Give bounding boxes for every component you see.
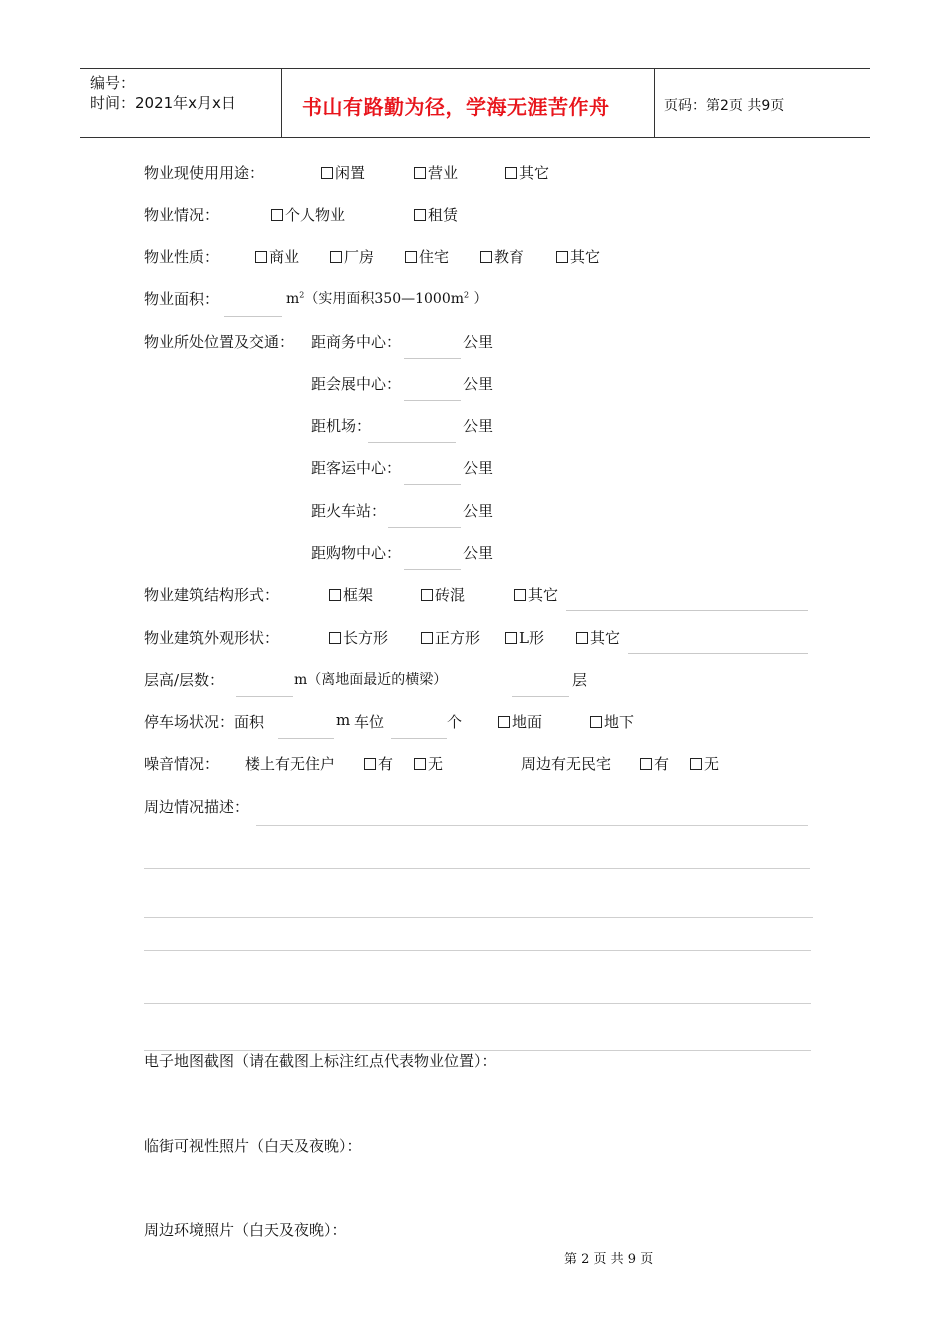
checkbox[interactable] — [498, 716, 510, 728]
km-unit: 公里 — [463, 544, 494, 562]
noise-residence-no[interactable]: 无 — [690, 753, 719, 774]
nature-option-other[interactable]: 其它 — [556, 246, 600, 267]
km-unit: 公里 — [463, 375, 494, 393]
map-screenshot-label: 电子地图截图（请在截图上标注红点代表物业位置）： — [144, 1052, 497, 1070]
distance-shopping-input[interactable] — [404, 569, 461, 570]
surroundings-input-line[interactable] — [144, 950, 811, 951]
checkbox[interactable] — [640, 758, 652, 770]
checkbox[interactable] — [271, 209, 283, 221]
status-label: 物业情况： — [144, 206, 220, 224]
distance-airport-input[interactable] — [368, 442, 456, 443]
checkbox[interactable] — [505, 632, 517, 644]
surroundings-label: 周边情况描述： — [144, 798, 250, 816]
nature-option-factory[interactable]: 厂房 — [330, 246, 374, 267]
noise-upstairs-yes[interactable]: 有 — [364, 753, 393, 774]
nature-option-education[interactable]: 教育 — [480, 246, 524, 267]
noise-upstairs-no[interactable]: 无 — [414, 753, 443, 774]
checkbox[interactable] — [329, 632, 341, 644]
structure-other-input[interactable] — [566, 610, 808, 611]
noise-label: 噪音情况： — [144, 755, 220, 773]
usage-option-other[interactable]: 其它 — [505, 162, 549, 183]
shape-label: 物业建筑外观形状： — [144, 629, 280, 647]
parking-area-input[interactable] — [278, 738, 334, 739]
parking-spaces-label: 车位 — [354, 713, 385, 731]
shape-option-rectangle[interactable]: 长方形 — [329, 627, 388, 648]
parking-option-underground[interactable]: 地下 — [590, 711, 634, 732]
distance-shopping-label: 距购物中心： — [311, 544, 402, 562]
structure-option-frame[interactable]: 框架 — [329, 584, 373, 605]
checkbox[interactable] — [321, 167, 333, 179]
surroundings-input-line[interactable] — [256, 825, 808, 826]
nature-option-residential[interactable]: 住宅 — [405, 246, 449, 267]
area-input[interactable] — [224, 316, 282, 317]
distance-coach-input[interactable] — [404, 484, 461, 485]
noise-residence-question: 周边有无民宅 — [521, 755, 612, 773]
km-unit: 公里 — [463, 459, 494, 477]
header-page-info: 页码：第2页 共9页 — [664, 98, 785, 114]
checkbox[interactable] — [329, 589, 341, 601]
page-footer: 第 2 页 共 9 页 — [564, 1252, 654, 1267]
distance-coach-label: 距客运中心： — [311, 459, 402, 477]
nature-option-commercial[interactable]: 商业 — [255, 246, 299, 267]
header-divider — [281, 69, 282, 137]
checkbox[interactable] — [480, 251, 492, 263]
surroundings-input-line[interactable] — [144, 917, 813, 918]
area-unit-note: $m^2$（实用面积$350—1000m^2$ ） — [286, 290, 488, 307]
floor-height-note: m（离地面最近的横梁） — [294, 672, 448, 688]
shape-other-input[interactable] — [628, 653, 808, 654]
floor-unit: 层 — [572, 671, 588, 689]
structure-option-other[interactable]: 其它 — [514, 584, 558, 605]
area-label: 物业面积： — [144, 290, 220, 308]
usage-label: 物业现使用用途： — [144, 164, 265, 182]
checkbox[interactable] — [414, 167, 426, 179]
parking-spaces-unit: 个 — [447, 713, 463, 731]
surroundings-input-line[interactable] — [144, 868, 810, 869]
checkbox[interactable] — [514, 589, 526, 601]
checkbox[interactable] — [505, 167, 517, 179]
floors-label: 层高/层数： — [144, 671, 225, 689]
km-unit: 公里 — [463, 417, 494, 435]
shape-option-square[interactable]: 正方形 — [421, 627, 480, 648]
km-unit: 公里 — [463, 502, 494, 520]
checkbox[interactable] — [590, 716, 602, 728]
checkbox[interactable] — [405, 251, 417, 263]
parking-area-unit: m — [336, 711, 351, 729]
floor-height-input[interactable] — [236, 696, 293, 697]
distance-airport-label: 距机场： — [311, 417, 372, 435]
nature-label: 物业性质： — [144, 248, 220, 266]
environment-photo-label: 周边环境照片（白天及夜晚）： — [144, 1221, 347, 1239]
checkbox[interactable] — [690, 758, 702, 770]
street-photo-label: 临街可视性照片（白天及夜晚）： — [144, 1137, 362, 1155]
distance-train-label: 距火车站： — [311, 502, 387, 520]
location-label: 物业所处位置及交通： — [144, 333, 295, 351]
status-option-lease[interactable]: 租赁 — [414, 204, 458, 225]
floor-count-input[interactable] — [512, 696, 569, 697]
noise-residence-yes[interactable]: 有 — [640, 753, 669, 774]
checkbox[interactable] — [414, 758, 426, 770]
header-motto: 书山有路勤为径，学海无涯苦作舟 — [302, 95, 610, 119]
noise-upstairs-question: 楼上有无住户 — [245, 755, 336, 773]
distance-expo-input[interactable] — [404, 400, 461, 401]
checkbox[interactable] — [556, 251, 568, 263]
checkbox[interactable] — [330, 251, 342, 263]
checkbox[interactable] — [421, 632, 433, 644]
shape-option-other[interactable]: 其它 — [576, 627, 620, 648]
parking-spaces-input[interactable] — [391, 738, 447, 739]
document-time-label: 时间：2021年x月x日 — [90, 94, 236, 112]
surroundings-input-line[interactable] — [144, 1003, 811, 1004]
structure-option-brick[interactable]: 砖混 — [421, 584, 465, 605]
checkbox[interactable] — [421, 589, 433, 601]
usage-option-business[interactable]: 营业 — [414, 162, 458, 183]
checkbox[interactable] — [364, 758, 376, 770]
parking-option-ground[interactable]: 地面 — [498, 711, 542, 732]
status-option-personal[interactable]: 个人物业 — [271, 204, 345, 225]
parking-label: 停车场状况：面积 — [144, 713, 265, 731]
checkbox[interactable] — [414, 209, 426, 221]
usage-option-idle[interactable]: 闲置 — [321, 162, 365, 183]
checkbox[interactable] — [255, 251, 267, 263]
km-unit: 公里 — [463, 333, 494, 351]
header-divider — [654, 69, 655, 137]
distance-train-input[interactable] — [388, 527, 461, 528]
shape-option-l[interactable]: L形 — [505, 627, 544, 648]
document-number-label: 编号： — [90, 74, 136, 92]
distance-business-label: 距商务中心： — [311, 333, 402, 351]
distance-expo-label: 距会展中心： — [311, 375, 402, 393]
structure-label: 物业建筑结构形式： — [144, 586, 280, 604]
distance-business-input[interactable] — [404, 358, 461, 359]
checkbox[interactable] — [576, 632, 588, 644]
